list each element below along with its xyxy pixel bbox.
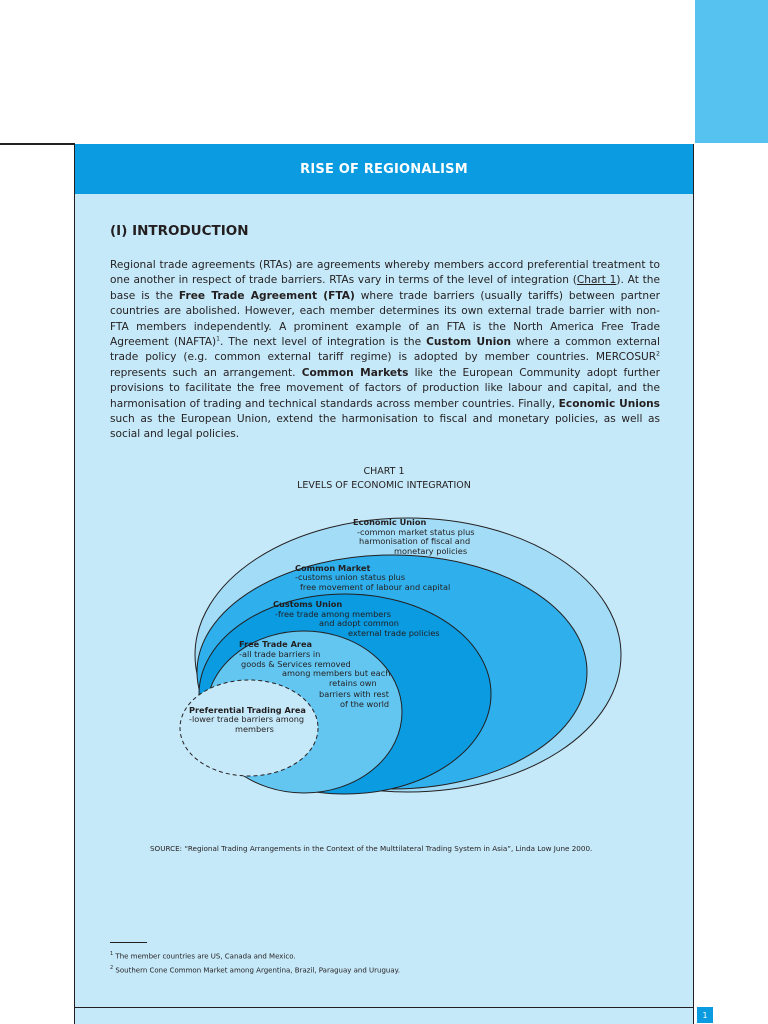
- paragraph-text: like the European Community adopt further provisions to facilitate the free movement of factors of production like labour and capital, and the harmonisation of trading and technical standards across member countries. Finally,: [110, 366, 661, 410]
- level-desc-preferential-trading-area: -lower trade barriers among members: [189, 714, 305, 734]
- level-name-free-trade-area: Free Trade Area: [239, 639, 313, 649]
- section-heading: (I) INTRODUCTION: [110, 223, 249, 239]
- key-term: Custom Union: [426, 336, 512, 349]
- corner-color-tab: [695, 0, 768, 143]
- integration-levels-diagram: [145, 509, 625, 809]
- level-desc-customs-union: -free trade among members and adopt common external trade policies: [275, 609, 440, 638]
- title-banner: [75, 144, 693, 194]
- key-term: Economic Unions: [558, 397, 660, 410]
- footer-rule: [74, 1007, 694, 1008]
- paragraph-text: where a common external trade policy (e.g. common external tariff regime) is adopted by member countries. MERCOSUR: [110, 336, 660, 364]
- level-desc-common-market: -customs union status plus free movement of labour and capital: [295, 572, 451, 592]
- level-name-economic-union: Economic Union: [353, 517, 427, 527]
- level-name-customs-union: Customs Union: [273, 599, 343, 609]
- introduction-paragraph: [110, 258, 660, 443]
- paragraph-text: Regional trade agreements (RTAs) are agreements whereby members accord preferential treatment to one another in respect of trade barriers. RTAs vary in terms of the level of integration (: [110, 259, 660, 287]
- paragraph-text: ). At the base is the: [110, 274, 660, 302]
- footnote-rule: [110, 942, 147, 943]
- key-term: Free Trade Agreement (FTA): [178, 289, 355, 302]
- chart-reference-link[interactable]: Chart 1: [576, 274, 617, 287]
- paragraph-text: where trade barriers (usually tariffs) between partner countries are abolished. However, each member determines its own external trade barrier with non-FTA members independently. A prominent example of an FTA is the North America Free Trade Agreement (NAFTA): [110, 289, 660, 349]
- footnote-marker: 1: [216, 335, 220, 343]
- level-desc-economic-union: -common market status plus harmonisation of fiscal and monetary policies: [357, 527, 475, 556]
- chart-caption: [75, 465, 693, 493]
- chart-source: SOURCE: “Regional Trading Arrangements in the Context of the Multtilateral Trading System in Asia”, Linda Low June 2000.: [150, 844, 593, 853]
- paragraph-text: such as the European Union, extend the harmonisation to fiscal and monetary policies, as well as social and legal policies.: [110, 413, 660, 441]
- page-title: RISE OF REGIONALISM: [300, 161, 468, 177]
- paragraph-text: represents such an arrangement.: [110, 366, 302, 379]
- level-desc-free-trade-area: -all trade barriers in goods & Services removed among members but each retains own barriers with rest of the world: [239, 649, 391, 709]
- level-name-preferential-trading-area: Preferential Trading Area: [189, 705, 306, 715]
- footnote-2: $^2$ Southern Cone Common Market among Argentina, Brazil, Paraguay and Uruguay.: [110, 965, 401, 975]
- level-name-common-market: Common Market: [295, 563, 371, 573]
- key-term: Common Markets: [301, 366, 409, 379]
- chart-label: CHART 1: [363, 466, 405, 477]
- header-rule: [0, 143, 75, 145]
- content-panel: [74, 144, 694, 1024]
- paragraph-text: . The next level of integration is the: [219, 336, 427, 349]
- chart-title: LEVELS OF ECONOMIC INTEGRATION: [297, 480, 471, 491]
- footnotes: [110, 948, 400, 977]
- page-number: 1: [697, 1007, 713, 1023]
- footnote-marker: 2: [656, 350, 660, 358]
- footnote-1: $^1$ The member countries are US, Canada and Mexico.: [110, 951, 296, 961]
